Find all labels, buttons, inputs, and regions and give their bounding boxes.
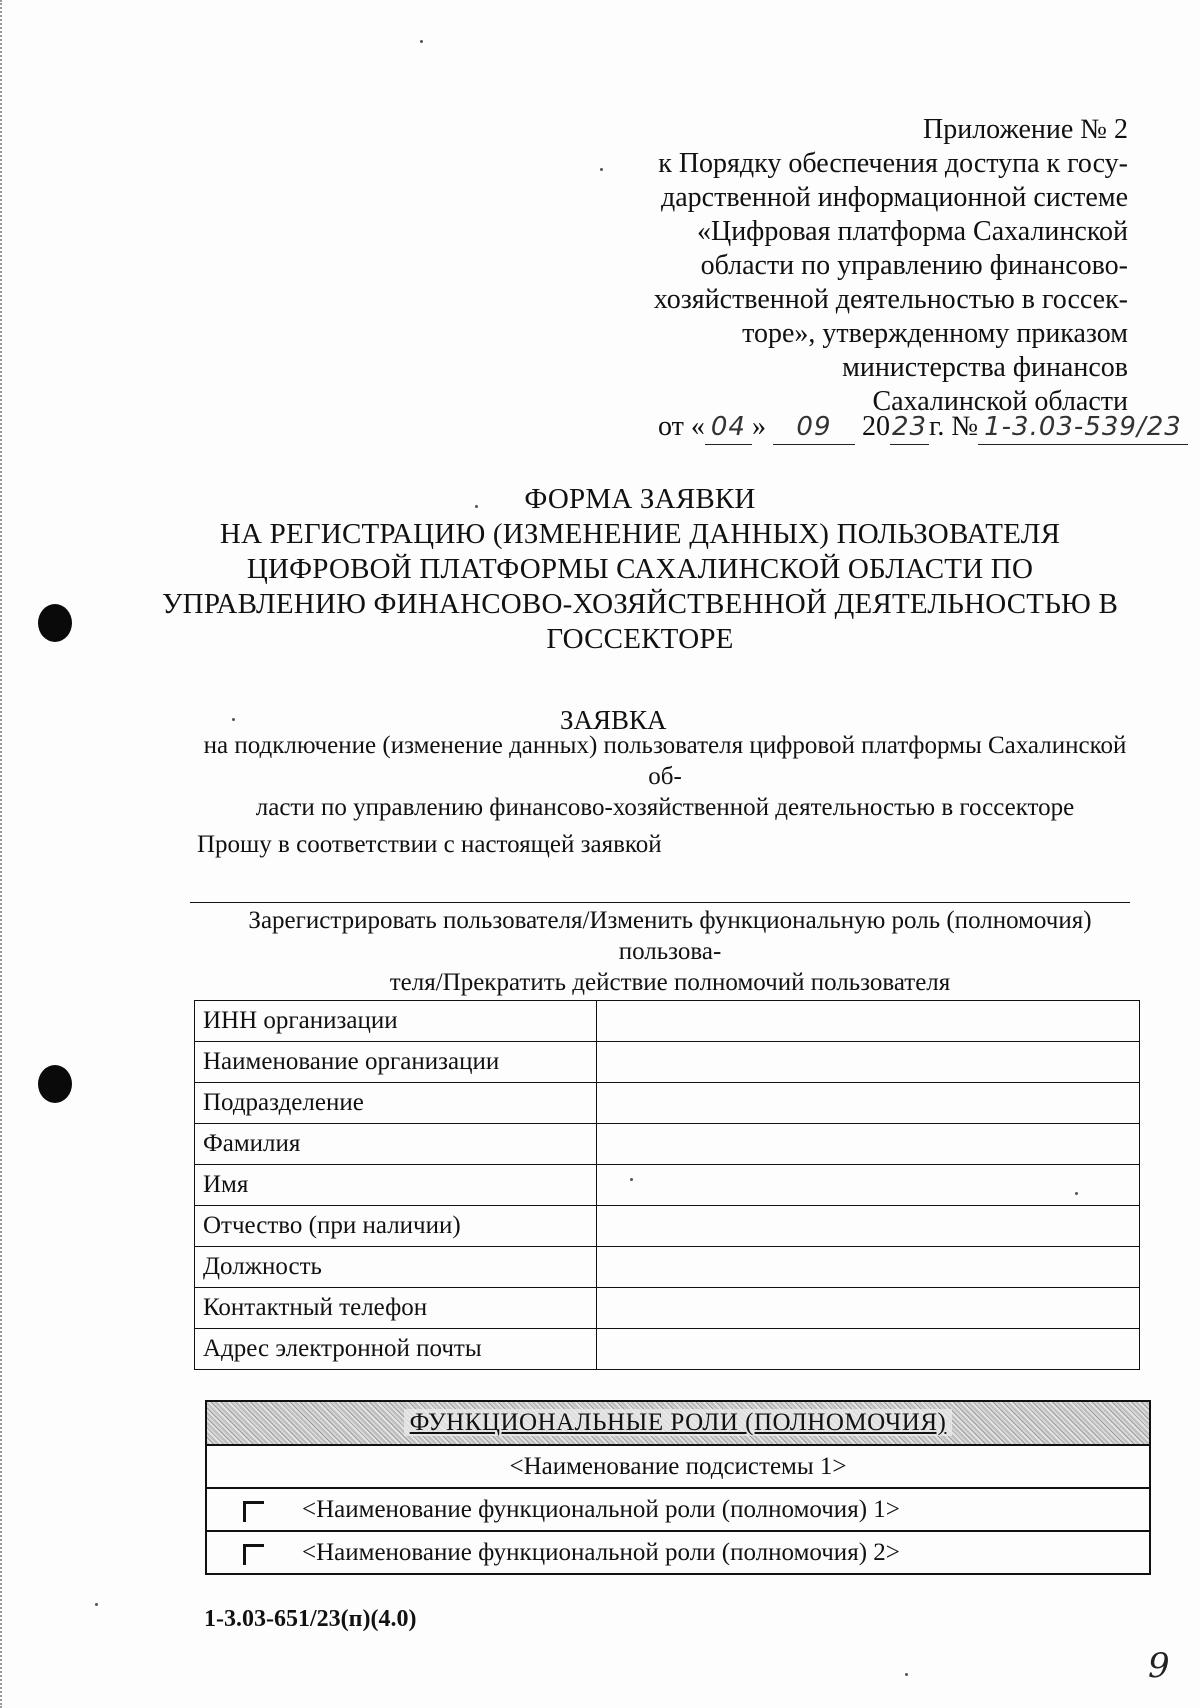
- role-label: <Наименование функциональной роли (полномочия) 2>: [302, 1539, 900, 1566]
- field-value[interactable]: [597, 1124, 1140, 1165]
- order-mid: »: [751, 411, 766, 442]
- fill-in-line[interactable]: [190, 902, 1130, 903]
- field-value[interactable]: [597, 1288, 1140, 1329]
- table-row: [195, 1124, 1140, 1165]
- zayavka-heading: ЗАЯВКА: [560, 705, 667, 735]
- appendix-line: хозяйственной деятельностью в госсек-: [653, 284, 1128, 315]
- field-label: Должность: [195, 1247, 597, 1288]
- checkbox-icon[interactable]: [243, 1501, 264, 1522]
- field-value[interactable]: [597, 1247, 1140, 1288]
- form-title-line: ФОРМА ЗАЯВКИ: [524, 483, 756, 515]
- field-label: Отчество (при наличии): [195, 1206, 597, 1247]
- zayavka-subtitle: [195, 730, 1135, 823]
- checkbox-icon[interactable]: [243, 1544, 264, 1565]
- field-label: Наименование организации: [195, 1042, 597, 1083]
- form-title: [160, 482, 1120, 657]
- appendix-line: министерства финансов: [842, 352, 1128, 383]
- scan-speck: [1075, 1192, 1078, 1195]
- field-value[interactable]: [597, 1001, 1140, 1042]
- table-row: [195, 1247, 1140, 1288]
- order-year-prefix: 20: [861, 411, 890, 442]
- field-label: Фамилия: [195, 1124, 597, 1165]
- request-text: Прошу в соответствии с настоящей заявкой: [197, 831, 662, 858]
- role-row[interactable]: [207, 1532, 1149, 1573]
- table-row: [195, 1329, 1140, 1370]
- user-data-table: [194, 1000, 1140, 1370]
- zayavka-subtitle-line: на подключение (изменение данных) пользователя цифровой платформы Сахалинской об-: [203, 732, 1127, 790]
- table-row: [195, 1083, 1140, 1124]
- field-value[interactable]: [597, 1083, 1140, 1124]
- field-value[interactable]: [597, 1165, 1140, 1206]
- roles-table: [205, 1400, 1151, 1575]
- scan-speck: [232, 718, 235, 721]
- table-row: [195, 1001, 1140, 1042]
- form-title-line: ГОССЕКТОРЕ: [546, 623, 734, 655]
- table-row: [195, 1288, 1140, 1329]
- appendix-title: Приложение № 2: [923, 114, 1128, 145]
- action-caption: [200, 905, 1140, 998]
- field-value[interactable]: [597, 1329, 1140, 1370]
- appendix-line: области по управлению финансово-: [700, 250, 1128, 281]
- action-caption-line: Зарегистрировать пользователя/Изменить функциональную роль (полномочия) пользова-: [248, 907, 1092, 965]
- form-title-line: НА РЕГИСТРАЦИЮ (ИЗМЕНЕНИЕ ДАННЫХ) ПОЛЬЗОВАТЕЛЯ: [219, 518, 1061, 550]
- role-label: <Наименование функциональной роли (полномочия) 1>: [302, 1496, 900, 1523]
- table-row: [195, 1206, 1140, 1247]
- scan-speck: [95, 1603, 98, 1606]
- field-label: Контактный телефон: [195, 1288, 597, 1329]
- zayavka-subtitle-line: ласти по управлению финансово-хозяйственной деятельностью в госсекторе: [255, 794, 1075, 821]
- action-caption-line: теля/Прекратить действие полномочий пользователя: [389, 969, 951, 996]
- scan-speck: [475, 505, 478, 508]
- roles-heading: [207, 1402, 1149, 1446]
- field-label: ИНН организации: [195, 1001, 597, 1042]
- order-year-label: г. №: [929, 411, 979, 442]
- order-prefix: от «: [658, 411, 705, 442]
- appendix-line: к Порядку обеспечения доступа к госу-: [658, 148, 1128, 179]
- appendix-line: дарственной информационной системе: [661, 182, 1128, 213]
- field-value[interactable]: [597, 1206, 1140, 1247]
- form-title-line: УПРАВЛЕНИЮ ФИНАНСОВО-ХОЗЯЙСТВЕННОЙ ДЕЯТЕЛЬНОСТЬЮ В: [161, 588, 1119, 620]
- roles-heading-text: ФУНКЦИОНАЛЬНЫЕ РОЛИ (ПОЛНОМОЧИЯ): [404, 1409, 953, 1436]
- appendix-line: «Цифровая платформа Сахалинской: [696, 216, 1128, 247]
- appendix-line: торе», утвержденному приказом: [742, 318, 1128, 349]
- field-value[interactable]: [597, 1042, 1140, 1083]
- field-label: Адрес электронной почты: [195, 1329, 597, 1370]
- table-row: [195, 1165, 1140, 1206]
- role-row[interactable]: [207, 1489, 1149, 1532]
- scan-speck: [600, 168, 603, 171]
- subsystem-row: <Наименование подсистемы 1>: [207, 1446, 1149, 1489]
- order-reference: [658, 410, 1182, 445]
- punch-hole: [38, 1065, 72, 1103]
- document-code: 1-3.03-651/23(п)(4.0): [204, 1606, 417, 1632]
- appendix-line: Сахалинской области: [872, 386, 1128, 417]
- scan-edge: [0, 0, 5, 1708]
- table-row: [195, 1042, 1140, 1083]
- form-title-line: ЦИФРОВОЙ ПЛАТФОРМЫ САХАЛИНСКОЙ ОБЛАСТИ ПО: [246, 553, 1034, 585]
- appendix-block: [608, 113, 1128, 419]
- order-month: 09: [773, 410, 855, 445]
- order-number: 1-3.03-539/23: [978, 410, 1188, 445]
- scan-speck: [905, 1673, 908, 1676]
- scan-speck: [420, 40, 423, 43]
- punch-hole: [38, 604, 72, 642]
- scan-speck: [630, 1178, 633, 1181]
- field-label: Подразделение: [195, 1083, 597, 1124]
- order-year-suffix: 23: [890, 410, 929, 445]
- page-number: 9: [1148, 1646, 1170, 1686]
- field-label: Имя: [195, 1165, 597, 1206]
- order-day: 04: [705, 410, 752, 445]
